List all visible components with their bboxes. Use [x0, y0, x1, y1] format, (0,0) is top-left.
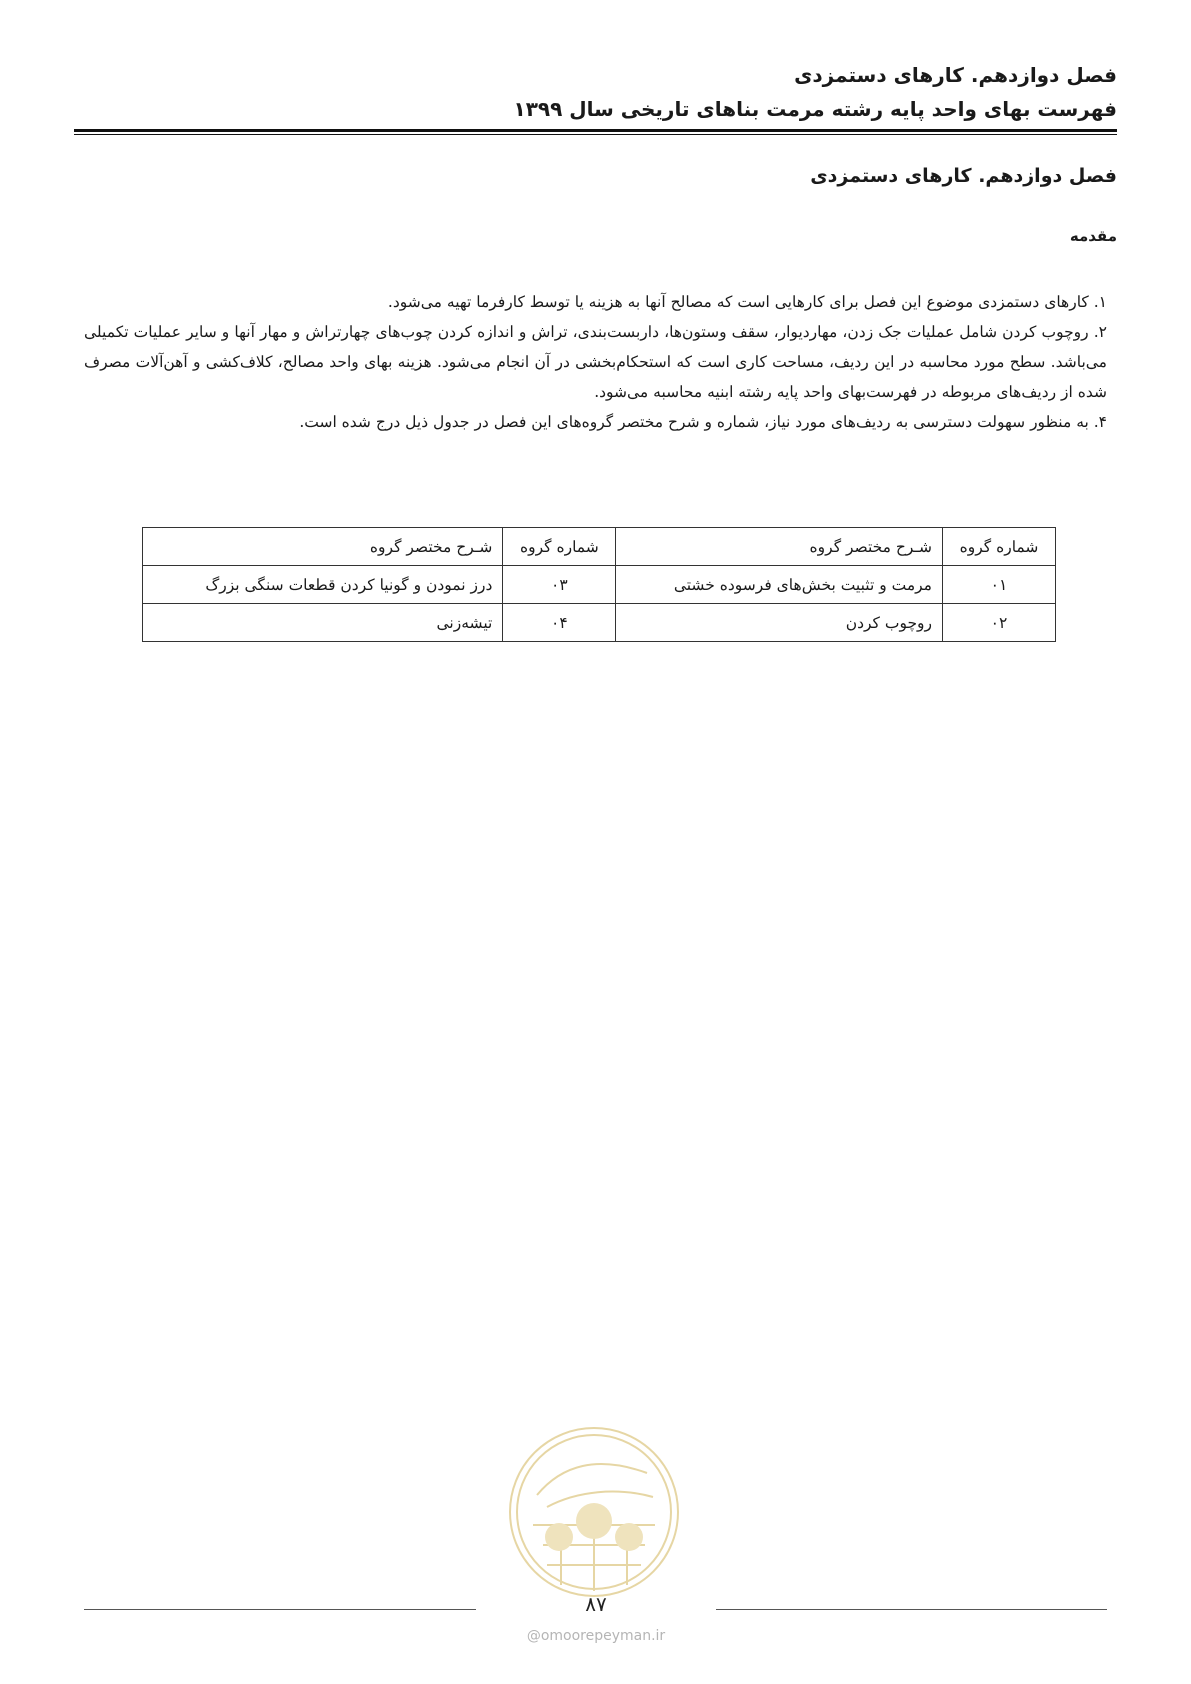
group-number-cell: ۰۳	[503, 566, 616, 604]
groups-table	[142, 527, 1056, 642]
introduction-heading: مقدمه	[1069, 227, 1117, 245]
header-rule-thick	[74, 129, 1117, 132]
website-watermark: @omoorepeyman.ir	[526, 1628, 666, 1644]
introduction-body	[84, 287, 1107, 437]
table-row	[143, 604, 1056, 642]
footer-rule-left	[84, 1609, 476, 1610]
paragraph-4: ۴. به منظور سهولت دسترسی به ردیف‌های مورد نیاز، شماره و شرح مختصر گروه‌های این فصل در جدول ذیل درج شده است.	[299, 413, 1107, 431]
paragraph-2: ۲. روچوب کردن شامل عملیات جک زدن، مهاردیوار، سقف وستون‌ها، داربست‌بندی، تراش و اندازه کردن چوب‌های چهارتراش و مهار آنها و سایر عملیات تکمیلی می‌باشد. سطح مورد محاسبه در این ردیف، مساحت کاری است که استحکام‌بخشی در آن انجام می‌شود. هزینه بهای واحد مصالح، کلاف‌کشی و آهن‌آلات مصرف شده از ردیف‌های مربوطه در فهرست‌بهای واحد پایه رشته ابنیه محاسبه می‌شود.	[84, 323, 1107, 401]
header-chapter-line: فصل دوازدهم. کارهای دستمزدی	[794, 63, 1117, 87]
group-description-cell: روچوب کردن	[616, 604, 943, 642]
group-description-cell: مرمت و تثبیت بخش‌های فرسوده خشتی	[616, 566, 943, 604]
omoor-peyman-logo-icon	[507, 1425, 681, 1599]
group-number-cell: ۰۴	[503, 604, 616, 642]
header-group-description: شـرح مختصر گروه	[143, 528, 503, 566]
header-document-title: فهرست بهای واحد پایه رشته مرمت بناهای تاریخی سال ۱۳۹۹	[513, 97, 1117, 121]
group-description-cell: تیشه‌زنی	[143, 604, 503, 642]
page-number: ۸۷	[585, 1592, 607, 1616]
table-row	[143, 566, 1056, 604]
header-rule-thin	[74, 134, 1117, 135]
group-description-cell: درز نمودن و گونیا کردن قطعات سنگی بزرگ	[143, 566, 503, 604]
header-group-description: شـرح مختصر گروه	[616, 528, 943, 566]
table-header-row	[143, 528, 1056, 566]
header-group-number: شماره گروه	[503, 528, 616, 566]
paragraph-1: ۱. کارهای دستمزدی موضوع این فصل برای کارهایی است که مصالح آنها به هزینه یا توسط کارفرما تهیه می‌شود.	[387, 293, 1107, 311]
chapter-title: فصل دوازدهم. کارهای دستمزدی	[810, 165, 1117, 187]
group-number-cell: ۰۲	[943, 604, 1056, 642]
footer-rule-right	[716, 1609, 1107, 1610]
group-number-cell: ۰۱	[943, 566, 1056, 604]
page-header	[74, 58, 1117, 126]
header-group-number: شماره گروه	[943, 528, 1056, 566]
